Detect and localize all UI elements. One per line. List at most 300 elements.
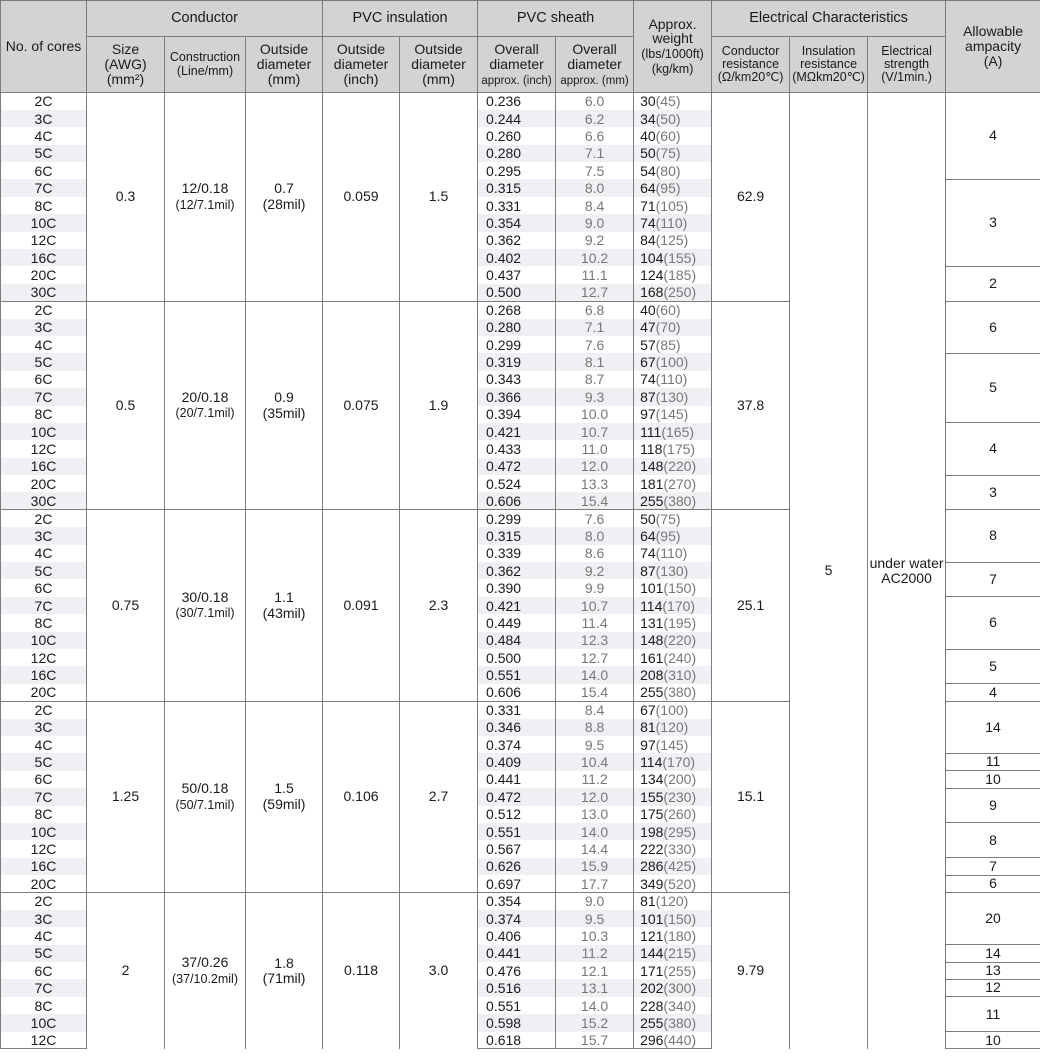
cores-cell: 16C bbox=[1, 249, 87, 266]
cores-cell: 10C bbox=[1, 214, 87, 231]
weight-lbs: 255 bbox=[640, 492, 664, 509]
sheath-inch-cell: 0.331 bbox=[478, 197, 556, 214]
sheath-mm-cell: 11.4 bbox=[556, 614, 634, 631]
cores-cell: 4C bbox=[1, 736, 87, 753]
header-weight-line1: Approx. bbox=[648, 15, 697, 32]
header-size-unit: (mm²) bbox=[106, 70, 145, 87]
weight-cell bbox=[634, 319, 712, 336]
header-sheath-mm-unit: approx. (mm) bbox=[560, 74, 629, 87]
ins-od-mm-cell: 1.5 bbox=[400, 93, 478, 302]
size-cell: 0.3 bbox=[87, 93, 165, 302]
weight-kg: (110) bbox=[655, 214, 688, 231]
header-sheath-mm-line2: diameter bbox=[567, 55, 622, 72]
header-strength-line1: Electrical bbox=[881, 43, 932, 58]
sheath-mm-cell: 13.0 bbox=[556, 806, 634, 823]
od-value: 1.1 bbox=[274, 589, 294, 606]
sheath-inch-cell: 0.551 bbox=[478, 997, 556, 1014]
weight-cell bbox=[634, 232, 712, 249]
sheath-mm-cell: 12.3 bbox=[556, 632, 634, 649]
weight-cell bbox=[634, 632, 712, 649]
weight-lbs: 84 bbox=[640, 232, 656, 249]
sheath-inch-cell: 0.626 bbox=[478, 858, 556, 875]
weight-kg: (200) bbox=[663, 771, 697, 788]
ampacity-cell: 6 bbox=[946, 597, 1040, 649]
weight-lbs: 168 bbox=[640, 284, 664, 301]
weight-lbs: 161 bbox=[640, 649, 664, 666]
weight-cell bbox=[634, 371, 712, 388]
weight-cell bbox=[634, 249, 712, 266]
weight-kg: (75) bbox=[655, 510, 681, 527]
header-sheath-mm-line1: Overall bbox=[572, 41, 617, 58]
sheath-inch-cell: 0.299 bbox=[478, 510, 556, 527]
weight-kg: (60) bbox=[655, 302, 681, 319]
cores-cell: 8C bbox=[1, 197, 87, 214]
sheath-mm-cell: 14.0 bbox=[556, 823, 634, 840]
cores-cell: 10C bbox=[1, 632, 87, 649]
weight-lbs: 202 bbox=[640, 980, 664, 997]
header-cond-resistance bbox=[712, 37, 790, 93]
ampacity-cell: 7 bbox=[946, 858, 1040, 875]
weight-cell bbox=[634, 284, 712, 301]
sheath-inch-cell: 0.315 bbox=[478, 527, 556, 544]
header-od-unit: (mm) bbox=[267, 70, 301, 87]
weight-kg: (230) bbox=[663, 788, 697, 805]
weight-kg: (310) bbox=[663, 667, 697, 684]
sheath-mm-cell: 11.2 bbox=[556, 771, 634, 788]
construction-value: 50/0.18 bbox=[181, 780, 229, 797]
weight-lbs: 255 bbox=[640, 1014, 664, 1031]
sheath-mm-cell: 11.2 bbox=[556, 945, 634, 962]
construction-mil: (30/7.1mil) bbox=[175, 606, 235, 621]
weight-lbs: 64 bbox=[640, 527, 656, 544]
sheath-inch-cell: 0.476 bbox=[478, 962, 556, 979]
cores-cell: 5C bbox=[1, 145, 87, 162]
weight-kg: (75) bbox=[655, 145, 681, 162]
weight-cell bbox=[634, 440, 712, 457]
weight-cell bbox=[634, 579, 712, 596]
weight-cell bbox=[634, 1032, 712, 1049]
weight-kg: (85) bbox=[655, 336, 681, 353]
weight-kg: (110) bbox=[655, 545, 688, 562]
cond-resistance-cell: 15.1 bbox=[712, 701, 790, 892]
weight-lbs: 40 bbox=[640, 302, 656, 319]
weight-lbs: 34 bbox=[640, 110, 656, 127]
weight-cell bbox=[634, 892, 712, 909]
sheath-inch-cell: 0.354 bbox=[478, 892, 556, 909]
header-cond-res-line1: Conductor bbox=[721, 43, 780, 58]
weight-cell bbox=[634, 962, 712, 979]
cond-resistance-cell: 25.1 bbox=[712, 510, 790, 701]
sheath-mm-cell: 9.0 bbox=[556, 214, 634, 231]
weight-lbs: 171 bbox=[640, 962, 664, 979]
weight-lbs: 50 bbox=[640, 510, 656, 527]
ampacity-cell: 11 bbox=[946, 997, 1040, 1032]
header-ins-od-mm-line2: diameter bbox=[411, 56, 466, 73]
cores-cell: 20C bbox=[1, 875, 87, 892]
weight-kg: (125) bbox=[655, 232, 689, 249]
sheath-inch-cell: 0.516 bbox=[478, 979, 556, 996]
weight-kg: (380) bbox=[663, 684, 697, 701]
sheath-inch-cell: 0.500 bbox=[478, 284, 556, 301]
weight-kg: (170) bbox=[662, 754, 696, 771]
weight-lbs: 228 bbox=[640, 997, 664, 1014]
weight-cell bbox=[634, 145, 712, 162]
weight-lbs: 111 bbox=[640, 423, 662, 440]
header-outside-diameter bbox=[246, 37, 323, 93]
sheath-mm-cell: 10.7 bbox=[556, 423, 634, 440]
sheath-inch-cell: 0.524 bbox=[478, 475, 556, 492]
weight-cell bbox=[634, 458, 712, 475]
weight-kg: (145) bbox=[655, 736, 689, 753]
weight-cell bbox=[634, 840, 712, 857]
construction-mil: (50/7.1mil) bbox=[175, 797, 235, 812]
cores-cell: 8C bbox=[1, 806, 87, 823]
weight-lbs: 134 bbox=[640, 771, 664, 788]
weight-cell bbox=[634, 614, 712, 631]
sheath-mm-cell: 8.0 bbox=[556, 179, 634, 196]
cores-cell: 3C bbox=[1, 719, 87, 736]
sheath-inch-cell: 0.280 bbox=[478, 319, 556, 336]
sheath-inch-cell: 0.567 bbox=[478, 840, 556, 857]
cores-cell: 10C bbox=[1, 423, 87, 440]
cores-cell: 10C bbox=[1, 823, 87, 840]
sheath-mm-cell: 6.8 bbox=[556, 301, 634, 318]
sheath-inch-cell: 0.472 bbox=[478, 788, 556, 805]
header-ins-od-inch-line1: Outside bbox=[336, 41, 386, 58]
cores-cell: 2C bbox=[1, 510, 87, 527]
weight-lbs: 101 bbox=[640, 580, 664, 597]
size-cell: 0.75 bbox=[87, 510, 165, 701]
od-value: 1.5 bbox=[274, 780, 294, 797]
weight-kg: (155) bbox=[663, 249, 697, 266]
sheath-inch-cell: 0.421 bbox=[478, 423, 556, 440]
weight-kg: (380) bbox=[663, 492, 697, 509]
sheath-inch-cell: 0.409 bbox=[478, 753, 556, 770]
weight-kg: (50) bbox=[655, 110, 681, 127]
weight-cell bbox=[634, 719, 712, 736]
cores-cell: 7C bbox=[1, 179, 87, 196]
sheath-inch-cell: 0.697 bbox=[478, 875, 556, 892]
weight-kg: (340) bbox=[663, 997, 697, 1014]
outside-diameter-cell bbox=[246, 892, 323, 1049]
sheath-mm-cell: 12.1 bbox=[556, 962, 634, 979]
cores-cell: 8C bbox=[1, 997, 87, 1014]
header-ampacity-line2: ampacity bbox=[965, 38, 1022, 55]
construction-value: 20/0.18 bbox=[181, 388, 229, 405]
weight-cell bbox=[634, 753, 712, 770]
sheath-inch-cell: 0.295 bbox=[478, 162, 556, 179]
table-header bbox=[1, 1, 1040, 93]
weight-cell bbox=[634, 945, 712, 962]
weight-kg: (380) bbox=[663, 1014, 697, 1031]
cores-cell: 6C bbox=[1, 771, 87, 788]
ampacity-cell: 8 bbox=[946, 823, 1040, 858]
weight-cell bbox=[634, 93, 712, 110]
outside-diameter-cell bbox=[246, 301, 323, 510]
sheath-inch-cell: 0.346 bbox=[478, 719, 556, 736]
od-mil: (28mil) bbox=[262, 195, 306, 212]
weight-lbs: 81 bbox=[640, 719, 656, 736]
cores-cell: 8C bbox=[1, 614, 87, 631]
sheath-mm-cell: 10.0 bbox=[556, 406, 634, 423]
sheath-mm-cell: 6.2 bbox=[556, 110, 634, 127]
cores-cell: 12C bbox=[1, 840, 87, 857]
ampacity-cell: 5 bbox=[946, 649, 1040, 684]
sheath-mm-cell: 8.0 bbox=[556, 527, 634, 544]
sheath-inch-cell: 0.441 bbox=[478, 945, 556, 962]
elec-strength-cell bbox=[868, 93, 946, 1049]
header-sheath-od-inch bbox=[478, 37, 556, 93]
ampacity-cell: 14 bbox=[946, 945, 1040, 962]
ampacity-cell: 20 bbox=[946, 892, 1040, 944]
weight-lbs: 148 bbox=[640, 632, 664, 649]
cores-cell: 2C bbox=[1, 301, 87, 318]
weight-lbs: 144 bbox=[640, 945, 664, 962]
cores-cell: 10C bbox=[1, 1014, 87, 1031]
ampacity-cell: 4 bbox=[946, 93, 1040, 180]
cores-cell: 3C bbox=[1, 527, 87, 544]
weight-kg: (130) bbox=[655, 562, 689, 579]
sheath-inch-cell: 0.268 bbox=[478, 301, 556, 318]
header-ins-od-mm bbox=[400, 37, 478, 93]
weight-kg: (100) bbox=[655, 354, 689, 371]
weight-kg: (70) bbox=[655, 319, 681, 336]
weight-cell bbox=[634, 701, 712, 718]
weight-kg: (60) bbox=[655, 127, 681, 144]
weight-cell bbox=[634, 597, 712, 614]
sheath-inch-cell: 0.551 bbox=[478, 666, 556, 683]
weight-lbs: 124 bbox=[640, 267, 664, 284]
sheath-mm-cell: 9.0 bbox=[556, 892, 634, 909]
sheath-mm-cell: 14.0 bbox=[556, 666, 634, 683]
header-weight-line2: weight bbox=[652, 30, 693, 47]
weight-cell bbox=[634, 927, 712, 944]
header-construction bbox=[165, 37, 246, 93]
sheath-inch-cell: 0.437 bbox=[478, 266, 556, 283]
weight-lbs: 87 bbox=[640, 388, 656, 405]
cores-cell: 20C bbox=[1, 684, 87, 701]
header-ins-res-line2: resistance bbox=[800, 56, 858, 71]
weight-cell bbox=[634, 979, 712, 996]
size-cell: 2 bbox=[87, 892, 165, 1049]
header-sheath-inch-unit: approx. (inch) bbox=[481, 74, 552, 87]
weight-cell bbox=[634, 736, 712, 753]
header-ins-res-line1: Insulation bbox=[801, 43, 856, 58]
sheath-mm-cell: 9.5 bbox=[556, 736, 634, 753]
construction-cell bbox=[165, 892, 246, 1049]
weight-cell bbox=[634, 197, 712, 214]
sheath-mm-cell: 8.6 bbox=[556, 545, 634, 562]
cores-cell: 20C bbox=[1, 266, 87, 283]
sheath-mm-cell: 11.0 bbox=[556, 440, 634, 457]
weight-kg: (520) bbox=[663, 875, 697, 892]
sheath-inch-cell: 0.618 bbox=[478, 1032, 556, 1049]
ampacity-cell: 3 bbox=[946, 475, 1040, 510]
weight-kg: (195) bbox=[663, 614, 697, 631]
strength-line1: under water bbox=[869, 554, 944, 571]
ampacity-cell: 2 bbox=[946, 266, 1040, 301]
sheath-inch-cell: 0.390 bbox=[478, 579, 556, 596]
weight-cell bbox=[634, 788, 712, 805]
weight-kg: (145) bbox=[655, 406, 689, 423]
ampacity-cell: 10 bbox=[946, 1032, 1040, 1049]
construction-value: 12/0.18 bbox=[181, 180, 229, 197]
cores-cell: 16C bbox=[1, 458, 87, 475]
weight-kg: (270) bbox=[663, 475, 697, 492]
ampacity-cell: 6 bbox=[946, 875, 1040, 892]
sheath-mm-cell: 8.4 bbox=[556, 197, 634, 214]
weight-lbs: 222 bbox=[640, 840, 664, 857]
weight-cell bbox=[634, 475, 712, 492]
header-cond-res-unit: (Ω/km20℃) bbox=[717, 70, 784, 85]
cores-cell: 5C bbox=[1, 945, 87, 962]
sheath-mm-cell: 6.0 bbox=[556, 93, 634, 110]
header-size-line1: Size bbox=[111, 41, 140, 58]
sheath-inch-cell: 0.551 bbox=[478, 823, 556, 840]
header-sheath-od-mm bbox=[556, 37, 634, 93]
weight-kg: (255) bbox=[663, 962, 697, 979]
weight-cell bbox=[634, 684, 712, 701]
weight-lbs: 114 bbox=[640, 597, 663, 614]
sheath-mm-cell: 9.2 bbox=[556, 562, 634, 579]
sheath-inch-cell: 0.472 bbox=[478, 458, 556, 475]
sheath-mm-cell: 9.2 bbox=[556, 232, 634, 249]
weight-lbs: 104 bbox=[640, 249, 664, 266]
weight-lbs: 71 bbox=[640, 197, 656, 214]
weight-kg: (220) bbox=[663, 458, 697, 475]
od-mil: (35mil) bbox=[262, 404, 306, 421]
weight-lbs: 50 bbox=[640, 145, 656, 162]
weight-cell bbox=[634, 266, 712, 283]
sheath-mm-cell: 9.3 bbox=[556, 388, 634, 405]
construction-cell bbox=[165, 701, 246, 892]
weight-lbs: 47 bbox=[640, 319, 656, 336]
sheath-mm-cell: 7.6 bbox=[556, 510, 634, 527]
header-cond-res-line2: resistance bbox=[722, 56, 780, 71]
sheath-inch-cell: 0.421 bbox=[478, 597, 556, 614]
weight-kg: (100) bbox=[655, 702, 689, 719]
weight-cell bbox=[634, 823, 712, 840]
weight-cell bbox=[634, 336, 712, 353]
weight-kg: (95) bbox=[655, 180, 681, 197]
sheath-inch-cell: 0.441 bbox=[478, 771, 556, 788]
sheath-inch-cell: 0.374 bbox=[478, 736, 556, 753]
header-no-of-cores: No. of cores bbox=[1, 1, 87, 93]
sheath-inch-cell: 0.500 bbox=[478, 649, 556, 666]
cores-cell: 4C bbox=[1, 127, 87, 144]
od-mil: (71mil) bbox=[262, 969, 306, 986]
cond-resistance-cell: 9.79 bbox=[712, 892, 790, 1049]
sheath-inch-cell: 0.339 bbox=[478, 545, 556, 562]
ampacity-cell: 9 bbox=[946, 788, 1040, 823]
header-pvc-insulation: PVC insulation bbox=[323, 1, 478, 37]
sheath-inch-cell: 0.374 bbox=[478, 910, 556, 927]
ampacity-cell: 11 bbox=[946, 753, 1040, 770]
sheath-mm-cell: 10.2 bbox=[556, 249, 634, 266]
ampacity-cell: 4 bbox=[946, 423, 1040, 475]
sheath-mm-cell: 7.1 bbox=[556, 319, 634, 336]
weight-cell bbox=[634, 110, 712, 127]
weight-cell bbox=[634, 806, 712, 823]
weight-cell bbox=[634, 527, 712, 544]
cores-cell: 6C bbox=[1, 962, 87, 979]
outside-diameter-cell bbox=[246, 93, 323, 302]
weight-kg: (300) bbox=[663, 980, 697, 997]
sheath-mm-cell: 7.5 bbox=[556, 162, 634, 179]
sheath-mm-cell: 13.1 bbox=[556, 979, 634, 996]
sheath-inch-cell: 0.362 bbox=[478, 232, 556, 249]
weight-kg: (220) bbox=[663, 632, 697, 649]
weight-kg: (170) bbox=[662, 597, 696, 614]
weight-kg: (150) bbox=[663, 580, 697, 597]
weight-lbs: 148 bbox=[640, 458, 664, 475]
header-ins-resistance bbox=[790, 37, 868, 93]
weight-lbs: 97 bbox=[640, 736, 656, 753]
weight-lbs: 118 bbox=[640, 441, 663, 457]
ampacity-cell: 14 bbox=[946, 701, 1040, 753]
weight-kg: (110) bbox=[655, 371, 688, 388]
cores-cell: 2C bbox=[1, 701, 87, 718]
sheath-mm-cell: 8.7 bbox=[556, 371, 634, 388]
sheath-mm-cell: 9.9 bbox=[556, 579, 634, 596]
weight-lbs: 296 bbox=[640, 1032, 664, 1049]
header-ampacity-line1: Allowable bbox=[963, 23, 1024, 40]
weight-kg: (120) bbox=[655, 719, 689, 736]
cores-cell: 6C bbox=[1, 371, 87, 388]
cores-cell: 4C bbox=[1, 927, 87, 944]
weight-lbs: 64 bbox=[640, 180, 656, 197]
ins-od-inch-cell: 0.106 bbox=[323, 701, 400, 892]
weight-lbs: 67 bbox=[640, 702, 656, 719]
header-size bbox=[87, 37, 165, 93]
header-ampacity-unit: (A) bbox=[983, 52, 1003, 69]
cores-cell: 4C bbox=[1, 336, 87, 353]
table-row bbox=[1, 93, 1040, 110]
weight-kg: (80) bbox=[655, 162, 681, 179]
cores-cell: 5C bbox=[1, 753, 87, 770]
sheath-mm-cell: 12.0 bbox=[556, 788, 634, 805]
weight-cell bbox=[634, 649, 712, 666]
weight-kg: (250) bbox=[663, 284, 697, 301]
weight-cell bbox=[634, 492, 712, 509]
header-od-line2: diameter bbox=[256, 56, 312, 73]
weight-cell bbox=[634, 162, 712, 179]
cores-cell: 2C bbox=[1, 93, 87, 110]
weight-kg: (45) bbox=[655, 93, 681, 110]
weight-kg: (105) bbox=[655, 197, 689, 214]
header-electrical: Electrical Characteristics bbox=[712, 1, 946, 37]
weight-lbs: 87 bbox=[640, 562, 656, 579]
strength-line2: AC2000 bbox=[881, 569, 932, 586]
weight-lbs: 155 bbox=[640, 788, 664, 805]
sheath-mm-cell: 13.3 bbox=[556, 475, 634, 492]
weight-cell bbox=[634, 179, 712, 196]
weight-kg: (130) bbox=[655, 388, 689, 405]
weight-lbs: 114 bbox=[640, 754, 663, 771]
sheath-mm-cell: 11.1 bbox=[556, 266, 634, 283]
cores-cell: 12C bbox=[1, 440, 87, 457]
ins-od-inch-cell: 0.075 bbox=[323, 301, 400, 510]
ins-od-inch-cell: 0.059 bbox=[323, 93, 400, 302]
sheath-mm-cell: 10.4 bbox=[556, 753, 634, 770]
ampacity-cell: 3 bbox=[946, 179, 1040, 266]
weight-lbs: 101 bbox=[640, 910, 664, 927]
weight-lbs: 175 bbox=[640, 806, 664, 823]
sheath-mm-cell: 8.1 bbox=[556, 353, 634, 370]
weight-cell bbox=[634, 214, 712, 231]
weight-cell bbox=[634, 858, 712, 875]
sheath-mm-cell: 17.7 bbox=[556, 875, 634, 892]
